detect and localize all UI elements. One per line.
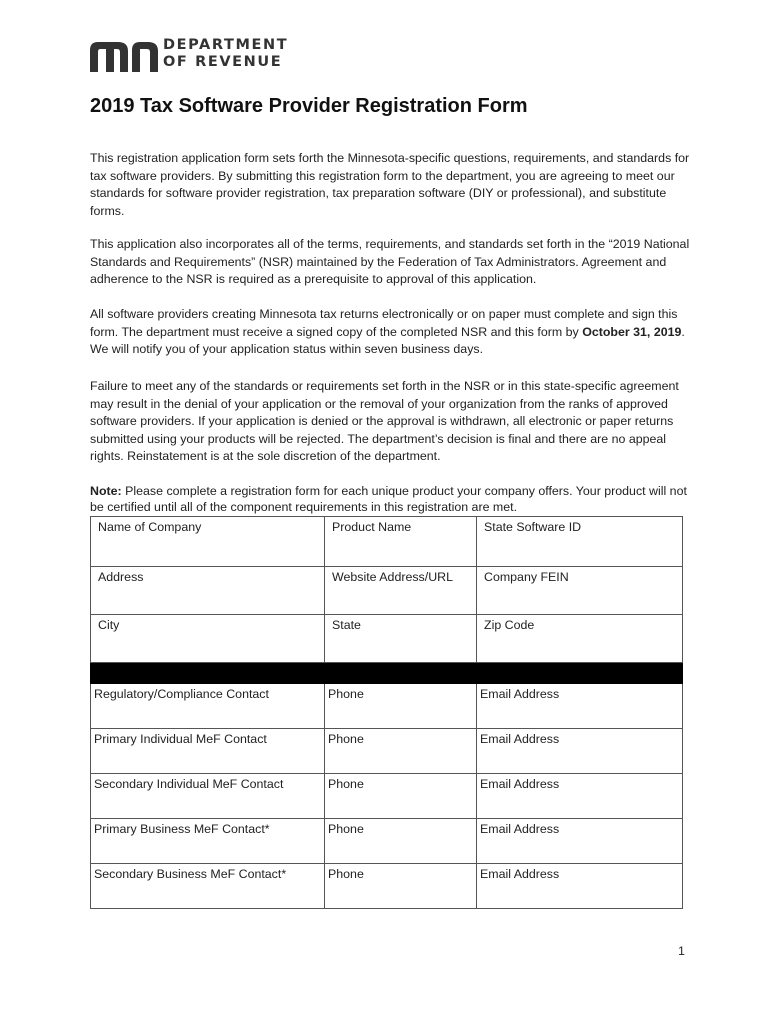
- note-paragraph: [90, 483, 690, 515]
- email-field[interactable]: [477, 729, 683, 774]
- table-row: [91, 567, 683, 615]
- phone-label: Phone: [328, 777, 364, 791]
- phone-field[interactable]: [325, 684, 477, 729]
- table-row: [91, 864, 683, 909]
- logo-line1: DEPARTMENT: [163, 37, 289, 53]
- page-title: 2019 Tax Software Provider Registration Form: [90, 95, 528, 117]
- software-id-label: State Software ID: [484, 520, 582, 534]
- state-label: State: [332, 618, 361, 632]
- phone-field[interactable]: [325, 774, 477, 819]
- product-name-label: Product Name: [332, 520, 412, 534]
- black-band: [91, 663, 683, 684]
- contact-label: Secondary Business MeF Contact*: [94, 867, 287, 881]
- table-row: [91, 684, 683, 729]
- email-field[interactable]: [477, 774, 683, 819]
- website-field[interactable]: [325, 567, 477, 615]
- contact-field[interactable]: [91, 864, 325, 909]
- software-id-field[interactable]: [477, 517, 683, 567]
- page-number: 1: [678, 944, 685, 958]
- phone-field[interactable]: [325, 729, 477, 774]
- email-label: Email Address: [480, 777, 560, 791]
- contact-label: Regulatory/Compliance Contact: [94, 687, 269, 701]
- phone-field[interactable]: [325, 864, 477, 909]
- phone-label: Phone: [328, 822, 364, 836]
- logo-line2: OF REVENUE: [163, 54, 283, 70]
- address-label: Address: [98, 570, 144, 584]
- deadline-date: October 31, 2019: [582, 324, 682, 339]
- failure-paragraph: Failure to meet any of the standards or requirements set forth in the NSR or in this state-specific agreement may result in the denial of your application or the removal of your organization from the ranks of approved software providers. If your application is denied or the approval is withdrawn, all electronic or paper returns submitted using your products will be rejected. The department’s decision is final and there are no appeal rights. Reinstatement is at the sole discretion of the department.: [90, 379, 679, 463]
- zip-label: Zip Code: [484, 618, 535, 632]
- email-label: Email Address: [480, 867, 560, 881]
- email-field[interactable]: [477, 864, 683, 909]
- product-name-field[interactable]: [325, 517, 477, 567]
- note-text: Please complete a registration form for each unique product your company offers. Your product will not be certified until all of the component requirements in this registration are met.: [90, 484, 687, 514]
- deadline-text-after: . We will notify you of your application status within seven business days.: [90, 324, 685, 356]
- contact-label: Primary Business MeF Contact*: [94, 822, 270, 836]
- table-row: [91, 729, 683, 774]
- address-field[interactable]: [91, 567, 325, 615]
- nsr-paragraph: This application also incorporates all of the terms, requirements, and standards set forth in the “2019 National Standards and Requirements” (NSR) maintained by the Federation of Tax Administrators. Agreement and adherence to the NSR is required as a prerequisite to approval of this application.: [90, 237, 690, 286]
- zip-field[interactable]: [477, 615, 683, 663]
- contact-field[interactable]: [91, 774, 325, 819]
- email-label: Email Address: [480, 732, 560, 746]
- phone-field[interactable]: [325, 819, 477, 864]
- contact-field[interactable]: [91, 684, 325, 729]
- fein-field[interactable]: [477, 567, 683, 615]
- note-label: Note:: [90, 484, 122, 498]
- email-field[interactable]: [477, 819, 683, 864]
- table-row: [91, 517, 683, 567]
- email-field[interactable]: [477, 684, 683, 729]
- section-divider: [91, 663, 683, 684]
- phone-label: Phone: [328, 687, 364, 701]
- table-row: [91, 819, 683, 864]
- table-row: [91, 774, 683, 819]
- contact-label: Primary Individual MeF Contact: [94, 732, 267, 746]
- contact-field[interactable]: [91, 729, 325, 774]
- registration-table: [90, 516, 683, 909]
- deadline-paragraph: [90, 306, 690, 359]
- department-of-revenue-wordmark: [163, 37, 288, 71]
- city-label: City: [98, 618, 120, 632]
- deadline-text-before: All software providers creating Minnesota tax returns electronically or on paper must complete and sign this form. The department must receive a signed copy of the completed NSR and this form by: [90, 307, 678, 339]
- state-field[interactable]: [325, 615, 477, 663]
- table-row: [91, 615, 683, 663]
- city-field[interactable]: [91, 615, 325, 663]
- company-name-label: Name of Company: [98, 520, 202, 534]
- intro-paragraph: This registration application form sets forth the Minnesota-specific questions, requirements, and standards for tax software providers. By submitting this registration form to the department, you are agreeing to meet our standards for software provider registration, tax preparation software (DIY or professional), and substitute forms.: [90, 151, 690, 218]
- fein-label: Company FEIN: [484, 570, 569, 584]
- contact-label: Secondary Individual MeF Contact: [94, 777, 284, 791]
- phone-label: Phone: [328, 867, 364, 881]
- email-label: Email Address: [480, 822, 560, 836]
- email-label: Email Address: [480, 687, 560, 701]
- company-name-field[interactable]: [91, 517, 325, 567]
- website-label: Website Address/URL: [332, 570, 453, 584]
- contact-field[interactable]: [91, 819, 325, 864]
- phone-label: Phone: [328, 732, 364, 746]
